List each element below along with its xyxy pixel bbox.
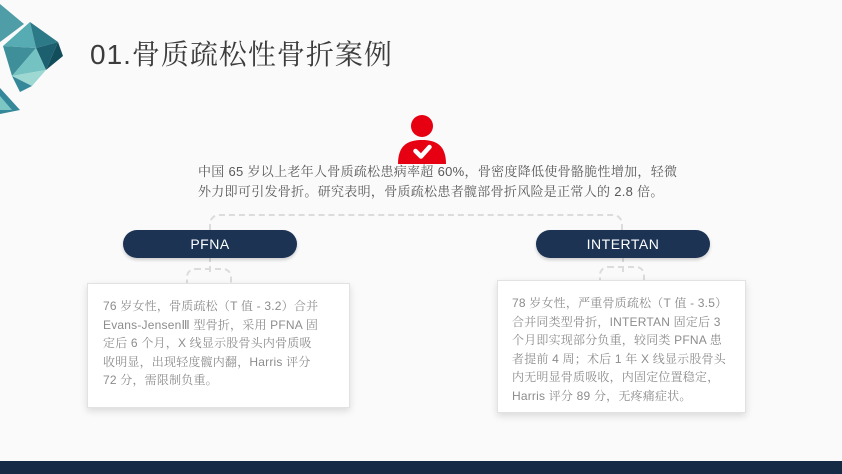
- low-poly-decoration-icon: [0, 0, 66, 116]
- intertan-case-line-2: 合并同类型骨折，INTERTAN 固定后 3: [512, 314, 721, 329]
- person-check-icon-glyph: [396, 112, 448, 164]
- intertan-case-line-1: 78 岁女性，严重骨质疏松（T 值 - 3.5）: [512, 296, 728, 310]
- slide-title: 01.骨质疏松性骨折案例: [90, 39, 393, 70]
- intro-paragraph: [198, 162, 678, 202]
- footer-accent-bar: [0, 461, 842, 474]
- pfna-pill-label: [123, 230, 297, 258]
- intertan-pill-label: [536, 230, 710, 258]
- intertan-pill-text: INTERTAN: [586, 236, 660, 252]
- pfna-case-line-3: 定后 6 个月，X 线显示股骨头内骨质吸: [103, 336, 312, 350]
- pfna-pill-text: PFNA: [190, 236, 230, 252]
- intertan-case-line-5: 内无明显骨质吸收，内固定位置稳定，: [512, 370, 720, 384]
- pfna-case-card: [87, 283, 350, 408]
- low-poly-corner-decoration: [0, 0, 66, 116]
- pfna-case-line-4: 收明显，出现轻度髋内翻，Harris 评分: [103, 354, 311, 369]
- pfna-case-line-1: 76 岁女性，骨质疏松（T 值 - 3.2）合并: [103, 299, 319, 313]
- intertan-case-line-4: 者提前 4 周；术后 1 年 X 线显示股骨头: [512, 351, 726, 366]
- pfna-case-line-5: 72 分，需限制负重。: [103, 373, 218, 387]
- intertan-case-line-3: 个月即实现部分负重，较同类 PFNA 患: [512, 333, 723, 347]
- connector-bracket: [209, 214, 623, 230]
- intertan-case-line-6: Harris 评分 89 分，无疼痛症状。: [512, 388, 692, 403]
- person-check-icon: [396, 112, 448, 164]
- pfna-case-line-2: Evans-JensenⅢ 型骨折，采用 PFNA 固: [103, 317, 319, 332]
- connector-arch-left: [186, 268, 232, 284]
- intro-line-1: 中国 65 岁以上老年人骨质疏松患病率超 60%，骨密度降低使骨骼脆性增加，轻微: [198, 164, 678, 179]
- intertan-case-card: [497, 280, 746, 413]
- intro-line-2: 外力即可引发骨折。研究表明，骨质疏松患者髋部骨折风险是正常人的 2.8 倍。: [198, 184, 664, 199]
